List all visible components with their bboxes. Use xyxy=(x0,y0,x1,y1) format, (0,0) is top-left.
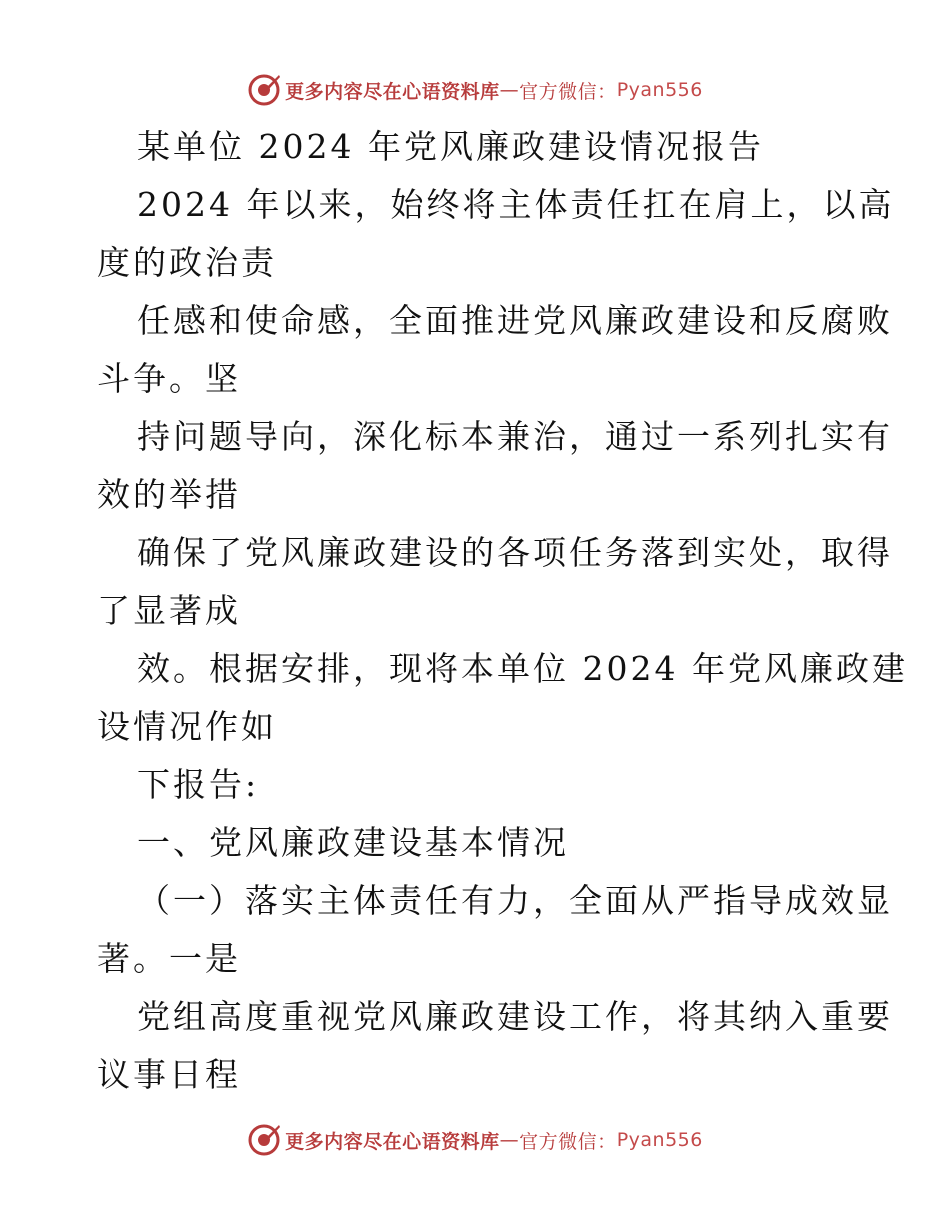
text-line: 2024 年以来，始终将主体责任扛在肩上，以高 xyxy=(137,185,895,224)
watermark-wechat-id: Pyan556 xyxy=(616,79,703,101)
text-line: 斗争。坚 xyxy=(97,359,241,398)
pen-logo-icon xyxy=(247,73,281,107)
text-line: 党组高度重视党风廉政建设工作，将其纳入重要 xyxy=(137,997,893,1036)
watermark-sub-text: 官方微信： xyxy=(519,80,617,103)
document-body xyxy=(97,118,908,1104)
watermark-dash: — xyxy=(499,79,520,101)
text-line: 持问题导向，深化标本兼治，通过一系列扎实有 xyxy=(137,417,893,456)
watermark-wechat-id: Pyan556 xyxy=(616,1129,703,1151)
text-line: 度的政治责 xyxy=(97,243,277,282)
text-line: 一、党风廉政建设基本情况 xyxy=(137,823,569,862)
text-line: 设情况作如 xyxy=(97,707,277,746)
text-line: 效。根据安排，现将本单位 2024 年党风廉政建 xyxy=(137,649,908,688)
text-line: 效的举措 xyxy=(97,475,241,514)
text-line: （一）落实主体责任有力，全面从严指导成效显 xyxy=(137,881,893,920)
text-line: 议事日程 xyxy=(97,1055,241,1094)
watermark-sub-text: 官方微信： xyxy=(519,1130,617,1153)
watermark-dash: — xyxy=(499,1129,520,1151)
text-line: 下报告: xyxy=(137,765,260,804)
header-watermark xyxy=(0,70,950,110)
text-line: 某单位 2024 年党风廉政建设情况报告 xyxy=(137,127,764,166)
text-line: 了显著成 xyxy=(97,591,241,630)
text-line: 著。一是 xyxy=(97,939,241,978)
watermark-main-text: 更多内容尽在心语资料库 xyxy=(285,80,500,103)
watermark-main-text: 更多内容尽在心语资料库 xyxy=(285,1130,500,1153)
text-line: 确保了党风廉政建设的各项任务落到实处，取得 xyxy=(137,533,893,572)
pen-logo-icon xyxy=(247,1123,281,1157)
text-line: 任感和使命感，全面推进党风廉政建设和反腐败 xyxy=(137,301,893,340)
footer-watermark xyxy=(0,1120,950,1160)
